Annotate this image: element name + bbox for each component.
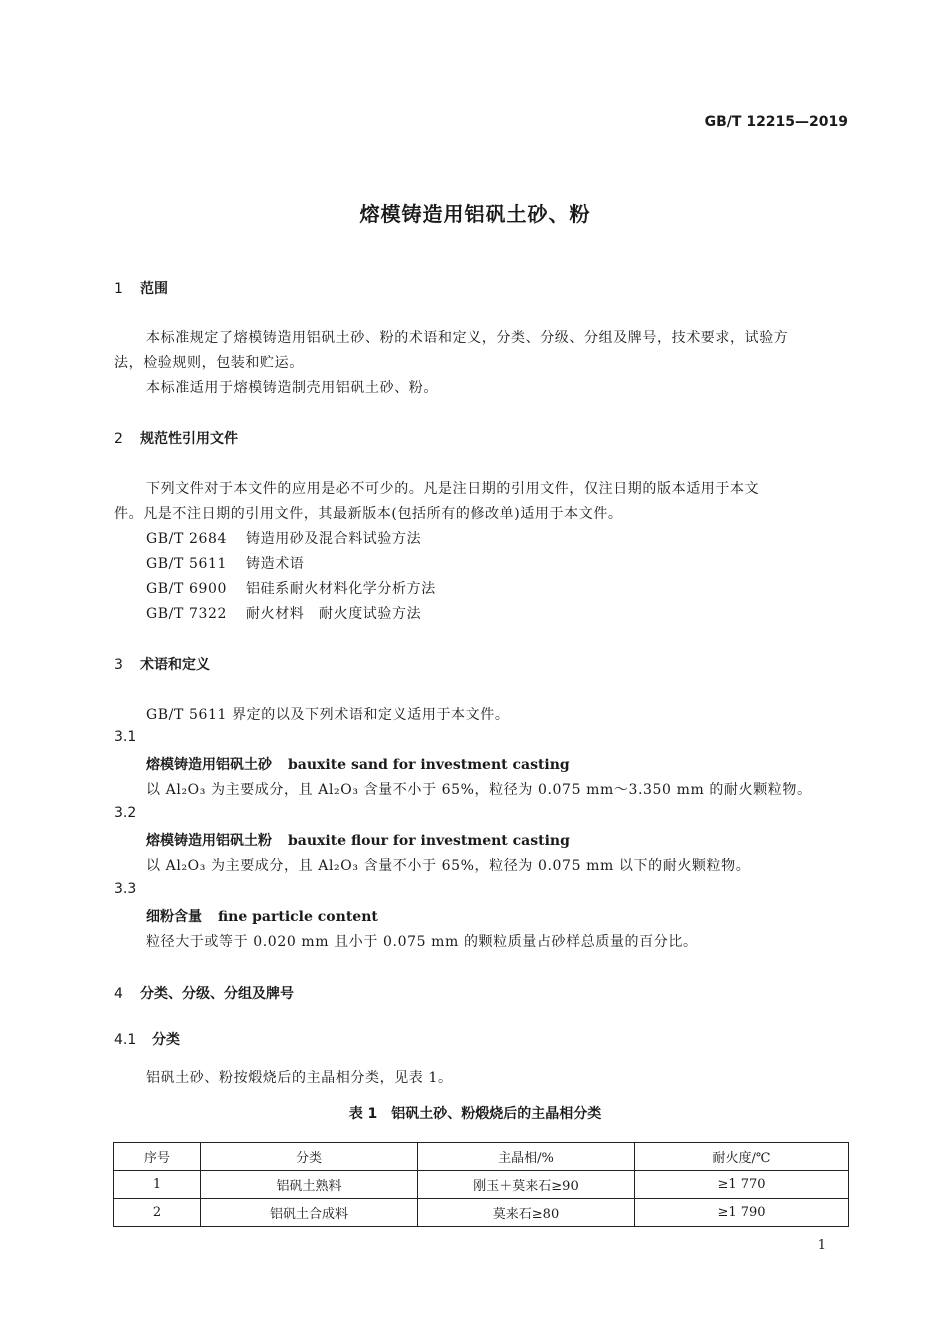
paragraph: 铝矾土砂、粉按煅烧后的主晶相分类，见表 1。 bbox=[146, 1070, 453, 1086]
reference-title: 铝硅系耐火材料化学分析方法 bbox=[246, 581, 436, 597]
paragraph: 本标准适用于熔模铸造制壳用铝矾土砂、粉。 bbox=[146, 380, 438, 396]
term-chinese: 细粉含量 bbox=[146, 909, 202, 925]
section-title: 范围 bbox=[140, 281, 168, 297]
section-number: 4 bbox=[114, 986, 123, 1002]
reference-title: 耐火材料 耐火度试验方法 bbox=[246, 606, 422, 622]
section-number: 2 bbox=[114, 431, 123, 447]
table-header-cell: 分类 bbox=[201, 1143, 418, 1171]
table-1-wrapper bbox=[113, 1142, 849, 1227]
paragraph: 件。凡是不注日期的引用文件，其最新版本(包括所有的修改单)适用于本文件。 bbox=[114, 506, 623, 522]
reference-title: 铸造术语 bbox=[246, 556, 305, 572]
table-row bbox=[114, 1199, 849, 1227]
subsection-number: 4.1 bbox=[114, 1032, 137, 1048]
table-cell: 2 bbox=[114, 1199, 201, 1227]
section-1-heading bbox=[114, 278, 168, 298]
section-number: 3 bbox=[114, 657, 123, 673]
document-title: 熔模铸造用铝矾土砂、粉 bbox=[359, 202, 591, 226]
table-header-row bbox=[114, 1143, 849, 1171]
term-definition: 粒径大于或等于 0.020 mm 且小于 0.075 mm 的颗粒质量占砂样总质量的百分比。 bbox=[146, 934, 698, 950]
reference-item bbox=[146, 603, 421, 623]
table-cell: ≥1 790 bbox=[635, 1199, 849, 1227]
table-1 bbox=[113, 1142, 849, 1227]
subsection-title: 分类 bbox=[152, 1032, 180, 1048]
reference-item bbox=[146, 528, 421, 548]
term-english: bauxite sand for investment casting bbox=[288, 757, 570, 773]
term-english: bauxite flour for investment casting bbox=[288, 833, 570, 849]
table-cell: 刚玉＋莫来石≥90 bbox=[418, 1171, 635, 1199]
table-cell: 铝矾土合成料 bbox=[201, 1199, 418, 1227]
section-title: 分类、分级、分组及牌号 bbox=[140, 986, 294, 1002]
table-cell: 莫来石≥80 bbox=[418, 1199, 635, 1227]
reference-code: GB/T 6900 bbox=[146, 581, 228, 597]
term-heading bbox=[146, 906, 378, 926]
paragraph: 下列文件对于本文件的应用是必不可少的。凡是注日期的引用文件，仅注日期的版本适用于本文 bbox=[146, 481, 760, 497]
section-title: 术语和定义 bbox=[140, 657, 210, 673]
paragraph: 本标准规定了熔模铸造用铝矾土砂、粉的术语和定义，分类、分级、分组及牌号，技术要求，试验方 bbox=[146, 330, 789, 346]
term-english: fine particle content bbox=[218, 909, 378, 925]
term-number: 3.3 bbox=[114, 881, 137, 897]
table-row bbox=[114, 1171, 849, 1199]
standard-code: GB/T 12215—2019 bbox=[704, 114, 848, 130]
subsection-4-1-heading bbox=[114, 1029, 180, 1049]
reference-code: GB/T 7322 bbox=[146, 606, 228, 622]
table-cell: 1 bbox=[114, 1171, 201, 1199]
page-number: 1 bbox=[817, 1238, 826, 1253]
section-2-heading bbox=[114, 428, 238, 448]
table-header-cell: 序号 bbox=[114, 1143, 201, 1171]
reference-code: GB/T 5611 bbox=[146, 556, 228, 572]
term-heading bbox=[146, 754, 570, 774]
term-chinese: 熔模铸造用铝矾土砂 bbox=[146, 757, 272, 773]
reference-title: 铸造用砂及混合料试验方法 bbox=[246, 531, 422, 547]
term-definition: 以 Al₂O₃ 为主要成分，且 Al₂O₃ 含量不小于 65%，粒径为 0.075 mm 以下的耐火颗粒物。 bbox=[146, 858, 751, 874]
section-title: 规范性引用文件 bbox=[140, 431, 238, 447]
paragraph: GB/T 5611 界定的以及下列术语和定义适用于本文件。 bbox=[146, 707, 510, 723]
term-number: 3.2 bbox=[114, 805, 137, 821]
term-definition: 以 Al₂O₃ 为主要成分，且 Al₂O₃ 含量不小于 65%，粒径为 0.075 mm～3.350 mm 的耐火颗粒物。 bbox=[146, 782, 812, 798]
table-cell: ≥1 770 bbox=[635, 1171, 849, 1199]
section-4-heading bbox=[114, 983, 294, 1003]
reference-code: GB/T 2684 bbox=[146, 531, 228, 547]
section-number: 1 bbox=[114, 281, 123, 297]
term-number: 3.1 bbox=[114, 729, 137, 745]
table-caption: 表 1 铝矾土砂、粉煅烧后的主晶相分类 bbox=[348, 1106, 602, 1122]
term-chinese: 熔模铸造用铝矾土粉 bbox=[146, 833, 272, 849]
table-header-cell: 主晶相/% bbox=[418, 1143, 635, 1171]
reference-item bbox=[146, 578, 436, 598]
table-header-cell: 耐火度/℃ bbox=[635, 1143, 849, 1171]
paragraph: 法，检验规则，包装和贮运。 bbox=[114, 355, 304, 371]
section-3-heading bbox=[114, 654, 210, 674]
term-heading bbox=[146, 830, 570, 850]
table-cell: 铝矾土熟料 bbox=[201, 1171, 418, 1199]
reference-item bbox=[146, 553, 304, 573]
